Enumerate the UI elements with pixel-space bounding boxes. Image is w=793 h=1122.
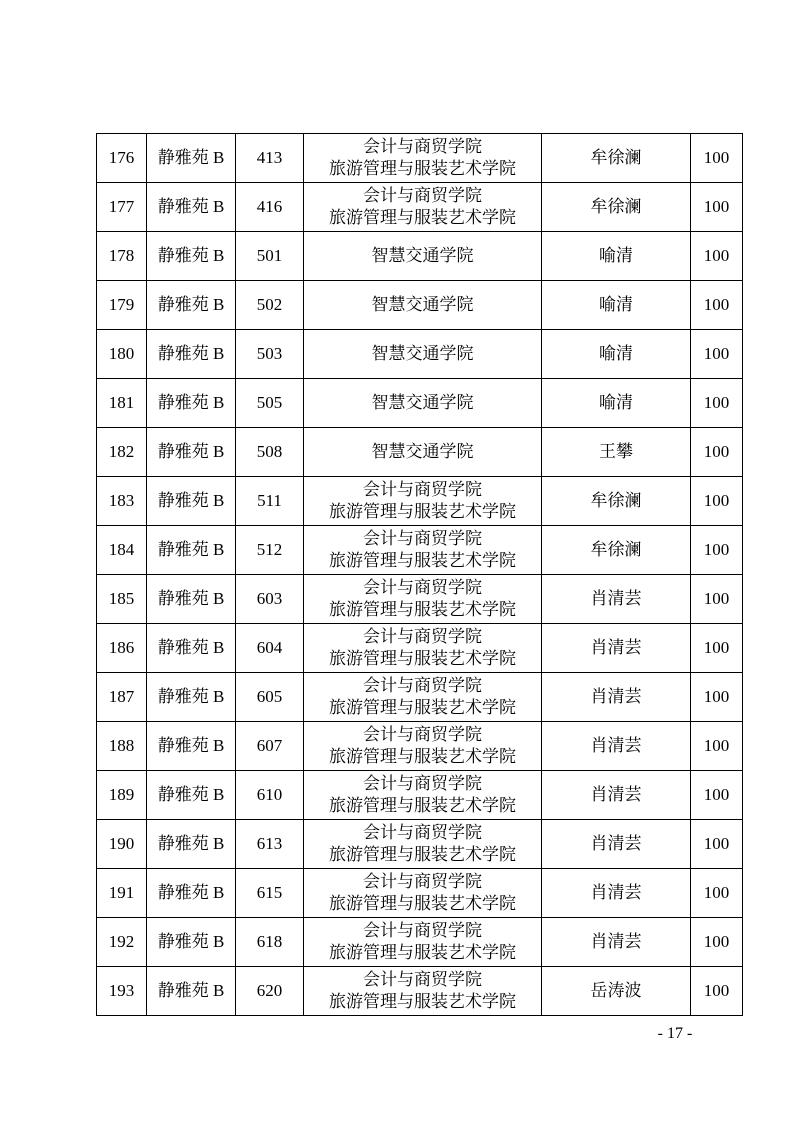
building-cell: 静雅苑 B bbox=[147, 477, 236, 526]
score-cell: 100 bbox=[691, 918, 743, 967]
college-cell bbox=[304, 771, 542, 820]
room-cell: 511 bbox=[236, 477, 304, 526]
room-cell: 613 bbox=[236, 820, 304, 869]
score-cell: 100 bbox=[691, 722, 743, 771]
college-cell bbox=[304, 428, 542, 477]
room-cell: 501 bbox=[236, 232, 304, 281]
room-cell: 502 bbox=[236, 281, 304, 330]
score-cell: 100 bbox=[691, 967, 743, 1016]
table-row bbox=[97, 820, 743, 869]
score-cell: 100 bbox=[691, 477, 743, 526]
table-row bbox=[97, 624, 743, 673]
college-cell bbox=[304, 624, 542, 673]
college-line: 旅游管理与服装艺术学院 bbox=[329, 747, 516, 766]
score-cell: 100 bbox=[691, 673, 743, 722]
building-cell: 静雅苑 B bbox=[147, 232, 236, 281]
room-cell: 416 bbox=[236, 183, 304, 232]
college-line: 旅游管理与服装艺术学院 bbox=[329, 649, 516, 668]
college-cell bbox=[304, 575, 542, 624]
row-number-cell: 189 bbox=[97, 771, 147, 820]
college-cell bbox=[304, 477, 542, 526]
college-line: 智慧交通学院 bbox=[371, 295, 474, 314]
building-cell: 静雅苑 B bbox=[147, 281, 236, 330]
college-cell bbox=[304, 918, 542, 967]
building-cell: 静雅苑 B bbox=[147, 330, 236, 379]
row-number-cell: 185 bbox=[97, 575, 147, 624]
score-cell: 100 bbox=[691, 232, 743, 281]
building-cell: 静雅苑 B bbox=[147, 575, 236, 624]
person-name-cell: 肖清芸 bbox=[542, 869, 691, 918]
building-cell: 静雅苑 B bbox=[147, 526, 236, 575]
college-line: 旅游管理与服装艺术学院 bbox=[329, 992, 516, 1011]
row-number-cell: 178 bbox=[97, 232, 147, 281]
person-name-cell: 喻清 bbox=[542, 330, 691, 379]
college-line: 会计与商贸学院 bbox=[363, 872, 482, 891]
college-line: 会计与商贸学院 bbox=[363, 725, 482, 744]
college-cell bbox=[304, 134, 542, 183]
college-line: 旅游管理与服装艺术学院 bbox=[329, 208, 516, 227]
score-cell: 100 bbox=[691, 183, 743, 232]
row-number-cell: 181 bbox=[97, 379, 147, 428]
row-number-cell: 182 bbox=[97, 428, 147, 477]
table-row bbox=[97, 330, 743, 379]
person-name-cell: 喻清 bbox=[542, 281, 691, 330]
building-cell: 静雅苑 B bbox=[147, 820, 236, 869]
person-name-cell: 牟徐澜 bbox=[542, 526, 691, 575]
person-name-cell: 肖清芸 bbox=[542, 918, 691, 967]
person-name-cell: 岳涛波 bbox=[542, 967, 691, 1016]
person-name-cell: 肖清芸 bbox=[542, 624, 691, 673]
college-line: 会计与商贸学院 bbox=[363, 529, 482, 548]
table-row bbox=[97, 134, 743, 183]
college-line: 智慧交通学院 bbox=[371, 344, 474, 363]
college-cell bbox=[304, 722, 542, 771]
score-cell: 100 bbox=[691, 281, 743, 330]
college-line: 旅游管理与服装艺术学院 bbox=[329, 551, 516, 570]
page-number: - 17 - bbox=[657, 1025, 693, 1042]
table-row bbox=[97, 918, 743, 967]
college-line: 旅游管理与服装艺术学院 bbox=[329, 502, 516, 521]
row-number-cell: 191 bbox=[97, 869, 147, 918]
college-line: 会计与商贸学院 bbox=[363, 137, 482, 156]
college-line: 旅游管理与服装艺术学院 bbox=[329, 796, 516, 815]
person-name-cell: 喻清 bbox=[542, 379, 691, 428]
room-cell: 505 bbox=[236, 379, 304, 428]
table-row bbox=[97, 281, 743, 330]
score-cell: 100 bbox=[691, 771, 743, 820]
row-number-cell: 188 bbox=[97, 722, 147, 771]
room-cell: 413 bbox=[236, 134, 304, 183]
college-cell bbox=[304, 232, 542, 281]
college-line: 会计与商贸学院 bbox=[363, 578, 482, 597]
person-name-cell: 王攀 bbox=[542, 428, 691, 477]
college-cell bbox=[304, 967, 542, 1016]
room-cell: 610 bbox=[236, 771, 304, 820]
room-cell: 512 bbox=[236, 526, 304, 575]
person-name-cell: 牟徐澜 bbox=[542, 477, 691, 526]
college-line: 旅游管理与服装艺术学院 bbox=[329, 600, 516, 619]
college-cell bbox=[304, 526, 542, 575]
building-cell: 静雅苑 B bbox=[147, 869, 236, 918]
room-cell: 503 bbox=[236, 330, 304, 379]
table-row bbox=[97, 183, 743, 232]
college-cell bbox=[304, 183, 542, 232]
building-cell: 静雅苑 B bbox=[147, 134, 236, 183]
table-row bbox=[97, 967, 743, 1016]
college-line: 旅游管理与服装艺术学院 bbox=[329, 159, 516, 178]
room-cell: 605 bbox=[236, 673, 304, 722]
person-name-cell: 肖清芸 bbox=[542, 771, 691, 820]
person-name-cell: 牟徐澜 bbox=[542, 183, 691, 232]
room-cell: 620 bbox=[236, 967, 304, 1016]
college-line: 会计与商贸学院 bbox=[363, 676, 482, 695]
room-cell: 618 bbox=[236, 918, 304, 967]
building-cell: 静雅苑 B bbox=[147, 722, 236, 771]
college-line: 旅游管理与服装艺术学院 bbox=[329, 698, 516, 717]
row-number-cell: 179 bbox=[97, 281, 147, 330]
table-row bbox=[97, 869, 743, 918]
building-cell: 静雅苑 B bbox=[147, 624, 236, 673]
table-row bbox=[97, 379, 743, 428]
score-cell: 100 bbox=[691, 379, 743, 428]
college-cell bbox=[304, 869, 542, 918]
row-number-cell: 190 bbox=[97, 820, 147, 869]
person-name-cell: 喻清 bbox=[542, 232, 691, 281]
person-name-cell: 肖清芸 bbox=[542, 722, 691, 771]
college-line: 智慧交通学院 bbox=[371, 442, 474, 461]
college-cell bbox=[304, 330, 542, 379]
score-cell: 100 bbox=[691, 526, 743, 575]
college-cell bbox=[304, 379, 542, 428]
college-line: 会计与商贸学院 bbox=[363, 921, 482, 940]
score-cell: 100 bbox=[691, 820, 743, 869]
room-cell: 604 bbox=[236, 624, 304, 673]
table-row bbox=[97, 673, 743, 722]
row-number-cell: 183 bbox=[97, 477, 147, 526]
table-row bbox=[97, 771, 743, 820]
building-cell: 静雅苑 B bbox=[147, 673, 236, 722]
score-cell: 100 bbox=[691, 575, 743, 624]
table-row bbox=[97, 428, 743, 477]
score-cell: 100 bbox=[691, 624, 743, 673]
building-cell: 静雅苑 B bbox=[147, 379, 236, 428]
room-cell: 615 bbox=[236, 869, 304, 918]
table-row bbox=[97, 477, 743, 526]
building-cell: 静雅苑 B bbox=[147, 183, 236, 232]
row-number-cell: 192 bbox=[97, 918, 147, 967]
table-row bbox=[97, 575, 743, 624]
table-body bbox=[97, 134, 743, 1016]
building-cell: 静雅苑 B bbox=[147, 967, 236, 1016]
person-name-cell: 肖清芸 bbox=[542, 673, 691, 722]
row-number-cell: 186 bbox=[97, 624, 147, 673]
row-number-cell: 177 bbox=[97, 183, 147, 232]
person-name-cell: 牟徐澜 bbox=[542, 134, 691, 183]
table-row bbox=[97, 722, 743, 771]
row-number-cell: 193 bbox=[97, 967, 147, 1016]
college-line: 旅游管理与服装艺术学院 bbox=[329, 943, 516, 962]
table-row bbox=[97, 232, 743, 281]
table-row bbox=[97, 526, 743, 575]
dormitory-inspection-table bbox=[96, 133, 743, 1016]
college-cell bbox=[304, 673, 542, 722]
row-number-cell: 184 bbox=[97, 526, 147, 575]
college-line: 会计与商贸学院 bbox=[363, 186, 482, 205]
score-cell: 100 bbox=[691, 330, 743, 379]
row-number-cell: 180 bbox=[97, 330, 147, 379]
college-line: 智慧交通学院 bbox=[371, 393, 474, 412]
college-line: 智慧交通学院 bbox=[371, 246, 474, 265]
row-number-cell: 187 bbox=[97, 673, 147, 722]
room-cell: 607 bbox=[236, 722, 304, 771]
building-cell: 静雅苑 B bbox=[147, 771, 236, 820]
room-cell: 508 bbox=[236, 428, 304, 477]
score-cell: 100 bbox=[691, 428, 743, 477]
college-cell bbox=[304, 281, 542, 330]
score-cell: 100 bbox=[691, 869, 743, 918]
room-cell: 603 bbox=[236, 575, 304, 624]
person-name-cell: 肖清芸 bbox=[542, 820, 691, 869]
college-line: 旅游管理与服装艺术学院 bbox=[329, 894, 516, 913]
college-line: 会计与商贸学院 bbox=[363, 627, 482, 646]
row-number-cell: 176 bbox=[97, 134, 147, 183]
college-line: 会计与商贸学院 bbox=[363, 774, 482, 793]
building-cell: 静雅苑 B bbox=[147, 918, 236, 967]
building-cell: 静雅苑 B bbox=[147, 428, 236, 477]
college-line: 会计与商贸学院 bbox=[363, 480, 482, 499]
person-name-cell: 肖清芸 bbox=[542, 575, 691, 624]
score-cell: 100 bbox=[691, 134, 743, 183]
college-cell bbox=[304, 820, 542, 869]
college-line: 会计与商贸学院 bbox=[363, 823, 482, 842]
college-line: 会计与商贸学院 bbox=[363, 970, 482, 989]
college-line: 旅游管理与服装艺术学院 bbox=[329, 845, 516, 864]
